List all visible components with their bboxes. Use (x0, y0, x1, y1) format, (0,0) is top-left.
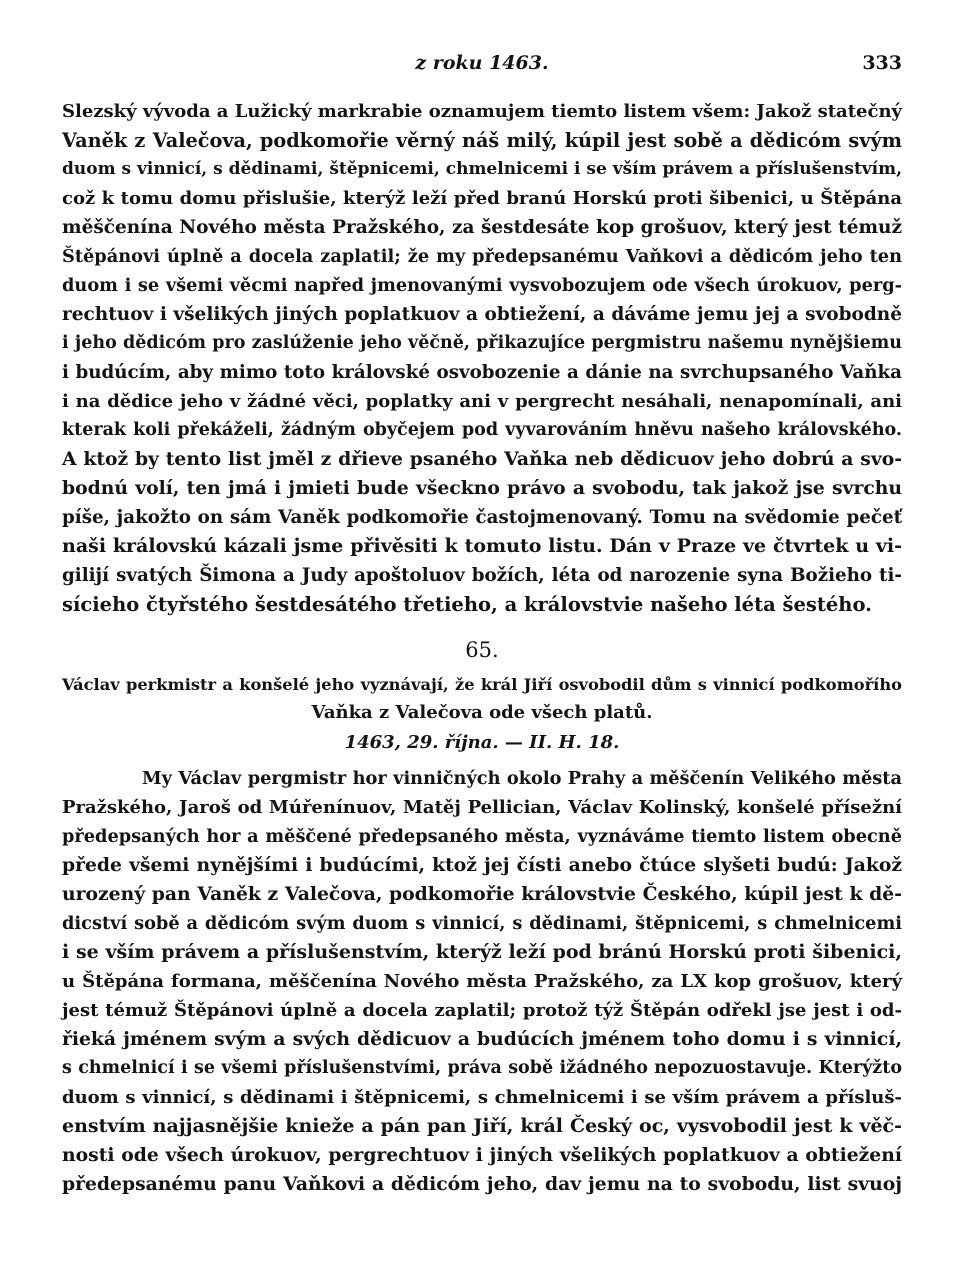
text-line: naši královskú kázali jsme přivěsiti k tomuto listu. Dán v Praze ve čtvrtek u vi- (62, 535, 902, 557)
text-line: duom i se všemi věcmi napřed jmenovanými vysvobozujem ode všech úrokuov, perg- (62, 275, 902, 296)
heading-line: Vaňka z Valečova ode všech platů. (311, 702, 653, 723)
text-line: rechtuov i všelikých jiných poplatkuov a obtiežení, a dáváme jemu jej a svobodně (62, 304, 902, 325)
text-line: což k tomu domu přislušie, kterýž leží před branú Horskú proti šibenici, u Štěpána (62, 188, 902, 209)
running-title: z roku 1463. (415, 52, 549, 74)
text-line: My Václav pergmistr hor vinničných okolo Prahy a měščenín Velikého města (142, 768, 902, 789)
text-line: i na dědice jeho v žádné věci, poplatky ani v pergrecht nesáhali, nenapomínali, ani (62, 391, 902, 412)
text-line: urozený pan Vaněk z Valečova, podkomořie královstvie Českého, kúpil jest k dě- (62, 883, 902, 905)
document-number: 65. (465, 638, 499, 662)
text-line: i se vším právem a příslušenstvím, kterýž leží pod bránú Horskú proti šibenici, (62, 941, 902, 963)
text-line: kterak koli překáželi, žádným obyčejem pod vyvarováním hněvu našeho královského. (62, 420, 902, 440)
date-line: 1463, 29. října. — II. H. 18. (344, 732, 620, 753)
text-line: i jeho dědicóm pro zaslúženie jeho věčně, přikazujíce pergmistru našemu nynějšiemu (62, 333, 902, 353)
text-line: dicství sobě a dědicóm svým duom s vinnicí, s dědinami, štěpnicemi, s chmelnicemi (62, 913, 902, 934)
text-line: duom s vinnicí, s dědinami, štěpnicemi, chmelnicemi i se vším právem a příslušenstvím, (62, 159, 903, 179)
text-line: enstvím najjasnějšie knieže a pán pan Jiří, král Český oc, vysvobodil jest k věč- (62, 1115, 902, 1137)
text-line: píše, jakožto on sám Vaněk podkomořie častojmenovaný. Tomu na svědomie pečeť (62, 507, 902, 528)
text-line: Štěpánovi úplně a docela zaplatil; že my předepsanému Vaňkovi a dědicóm jeho ten (62, 246, 902, 267)
text-line: sícieho čtyřstého šestdesátého třetieho, a královstvie našeho léta šestého. (62, 593, 872, 616)
text-line: A ktož by tento list jměl z dřieve psaného Vaňka neb dědicuov jeho dobrú a svo- (62, 448, 902, 470)
text-line: s chmelnicí i se všemi příslušenstvími, práva sobě ižádného nepozuostavuje. Kterýžto (62, 1058, 902, 1078)
text-line: jest témuž Štěpánovi úplně a docela zaplatil; protož týž Štěpán odřekl jse jest i od- (62, 1000, 902, 1021)
heading-line: Václav perkmistr a konšelé jeho vyznávají, že král Jiří osvobodil dům s vinnicí podkomořího (62, 675, 902, 694)
text-line: i budúcím, aby mimo toto královské osvobozenie a dánie na svrchupsaného Vaňka (62, 362, 902, 383)
text-line: bodnú volí, ten jmá i jmieti bude všeckno právo a svobodu, tak jakož jse svrchu (62, 477, 902, 499)
text-line: duom s vinnicí, s dědinami i štěpnicemi, s chmelnicemi i se vším právem a přísluš- (62, 1087, 902, 1108)
text-line: nosti ode všech úrokuov, pergrechtuov i jiných všelikých poplatkuov a obtiežení (62, 1144, 902, 1166)
text-line: u Štěpána formana, měščenína Nového města Pražského, za LX kop grošuov, který (62, 971, 902, 992)
page-number: 333 (862, 52, 902, 74)
running-head (62, 48, 902, 78)
text-line: Vaněk z Valečova, podkomořie věrný náš milý, kúpil jest sobě a dědicóm svým (62, 129, 902, 152)
text-line: gilijí svatých Šimona a Judy apoštoluov božích, léta od narozenie syna Božieho ti- (62, 565, 902, 586)
text-line: měščenína Nového města Pražského, za šestdesáte kop grošuov, který jest témuž (62, 217, 902, 238)
text-line: předepsaných hor a měščené předepsaného města, vyznáváme tiemto listem obecně (62, 826, 902, 847)
text-line: řieká jménem svým a svých dědicuov a budúcích jménem toho domu i s vinnicí, (62, 1028, 902, 1050)
text-line: přede všemi nynějšími i budúcími, ktož jej čísti anebo čtúce slyšeti budú: Jakož (62, 854, 902, 876)
text-line: Slezský vývoda a Lužický markrabie oznamujem tiemto listem všem: Jakož statečný (62, 101, 902, 122)
text-line: předepsanému panu Vaňkovi a dědicóm jeho, dav jemu na to svobodu, list svuoj (62, 1173, 902, 1195)
text-line: Pražského, Jaroš od Múřenínuov, Matěj Pellician, Václav Kolinský, konšelé přísežní (62, 797, 902, 818)
